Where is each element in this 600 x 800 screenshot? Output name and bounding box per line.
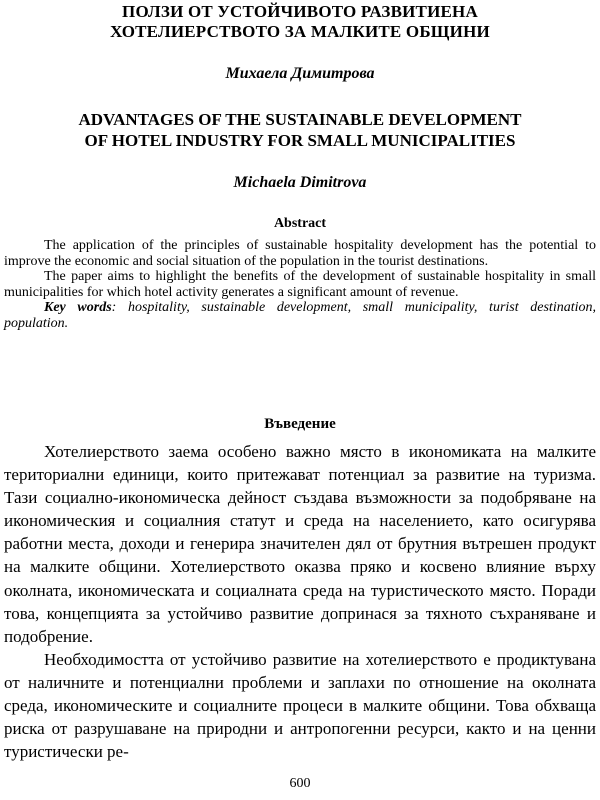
abstract-body <box>4 238 596 331</box>
keywords-label: Key words <box>44 300 112 315</box>
body-paragraph: Хотелиерството заема особено важно място в икономиката на малките териториални единици, които притежават потенциал за развитие на туризма. Тази социално-икономическа дейност създава възможности за подобряване на икономическия и социалния статут и среда на населението, като осигурява работни места, доходи и генерира значителен дял от брутния вътрешен продукт на малките общини. Хотелиерството оказва пряко и косвено влияние върху околната, икономическата и социалната среда на туристическото място. Поради това, концепцията за устойчиво развитие допринася за тяхното съхраняване и подобрение. <box>4 442 596 646</box>
title-bulgarian-line-2: ХОТЕЛИЕРСТВОТО ЗА МАЛКИТЕ ОБЩИНИ <box>110 22 490 41</box>
author-bulgarian: Михаела Димитрова <box>225 65 375 82</box>
introduction-body <box>4 440 596 763</box>
body-paragraph: Необходимостта от устойчиво развитие на хотелиерството е продиктувана от наличните и потенциални проблеми и заплахи по отношение на околната среда, икономическите и социалните процеси в малките общини. Това обхваща риска от разрушаване на природни и антропогенни ресурси, както и на ценни туристически ре- <box>4 649 596 762</box>
keywords-text: : hospitality, sustainable development, small municipality, turist destination, population. <box>4 300 596 331</box>
author-english: Michaela Dimitrova <box>233 174 367 191</box>
abstract-heading: Abstract <box>273 216 327 231</box>
keywords <box>4 300 596 331</box>
title-english-line-2: OF HOTEL INDUSTRY FOR SMALL MUNICIPALITIES <box>84 131 516 150</box>
page-number: 600 <box>289 776 311 791</box>
introduction-heading: Въведение <box>264 416 336 432</box>
abstract-paragraph: The paper aims to highlight the benefits of the development of sustainable hospitality in small municipalities for which hotel activity generates a significant amount of revenue. <box>4 269 596 300</box>
abstract-paragraph: The application of the principles of sustainable hospitality development has the potential to improve the economic and social situation of the population in the tourist destinations. <box>4 238 596 269</box>
title-bulgarian <box>0 2 600 42</box>
title-english <box>0 109 600 151</box>
title-english-line-1: ADVANTAGES OF THE SUSTAINABLE DEVELOPMENT <box>78 110 522 129</box>
title-bulgarian-line-1: ПОЛЗИ ОТ УСТОЙЧИВОТО РАЗВИТИЕНА <box>122 2 478 21</box>
